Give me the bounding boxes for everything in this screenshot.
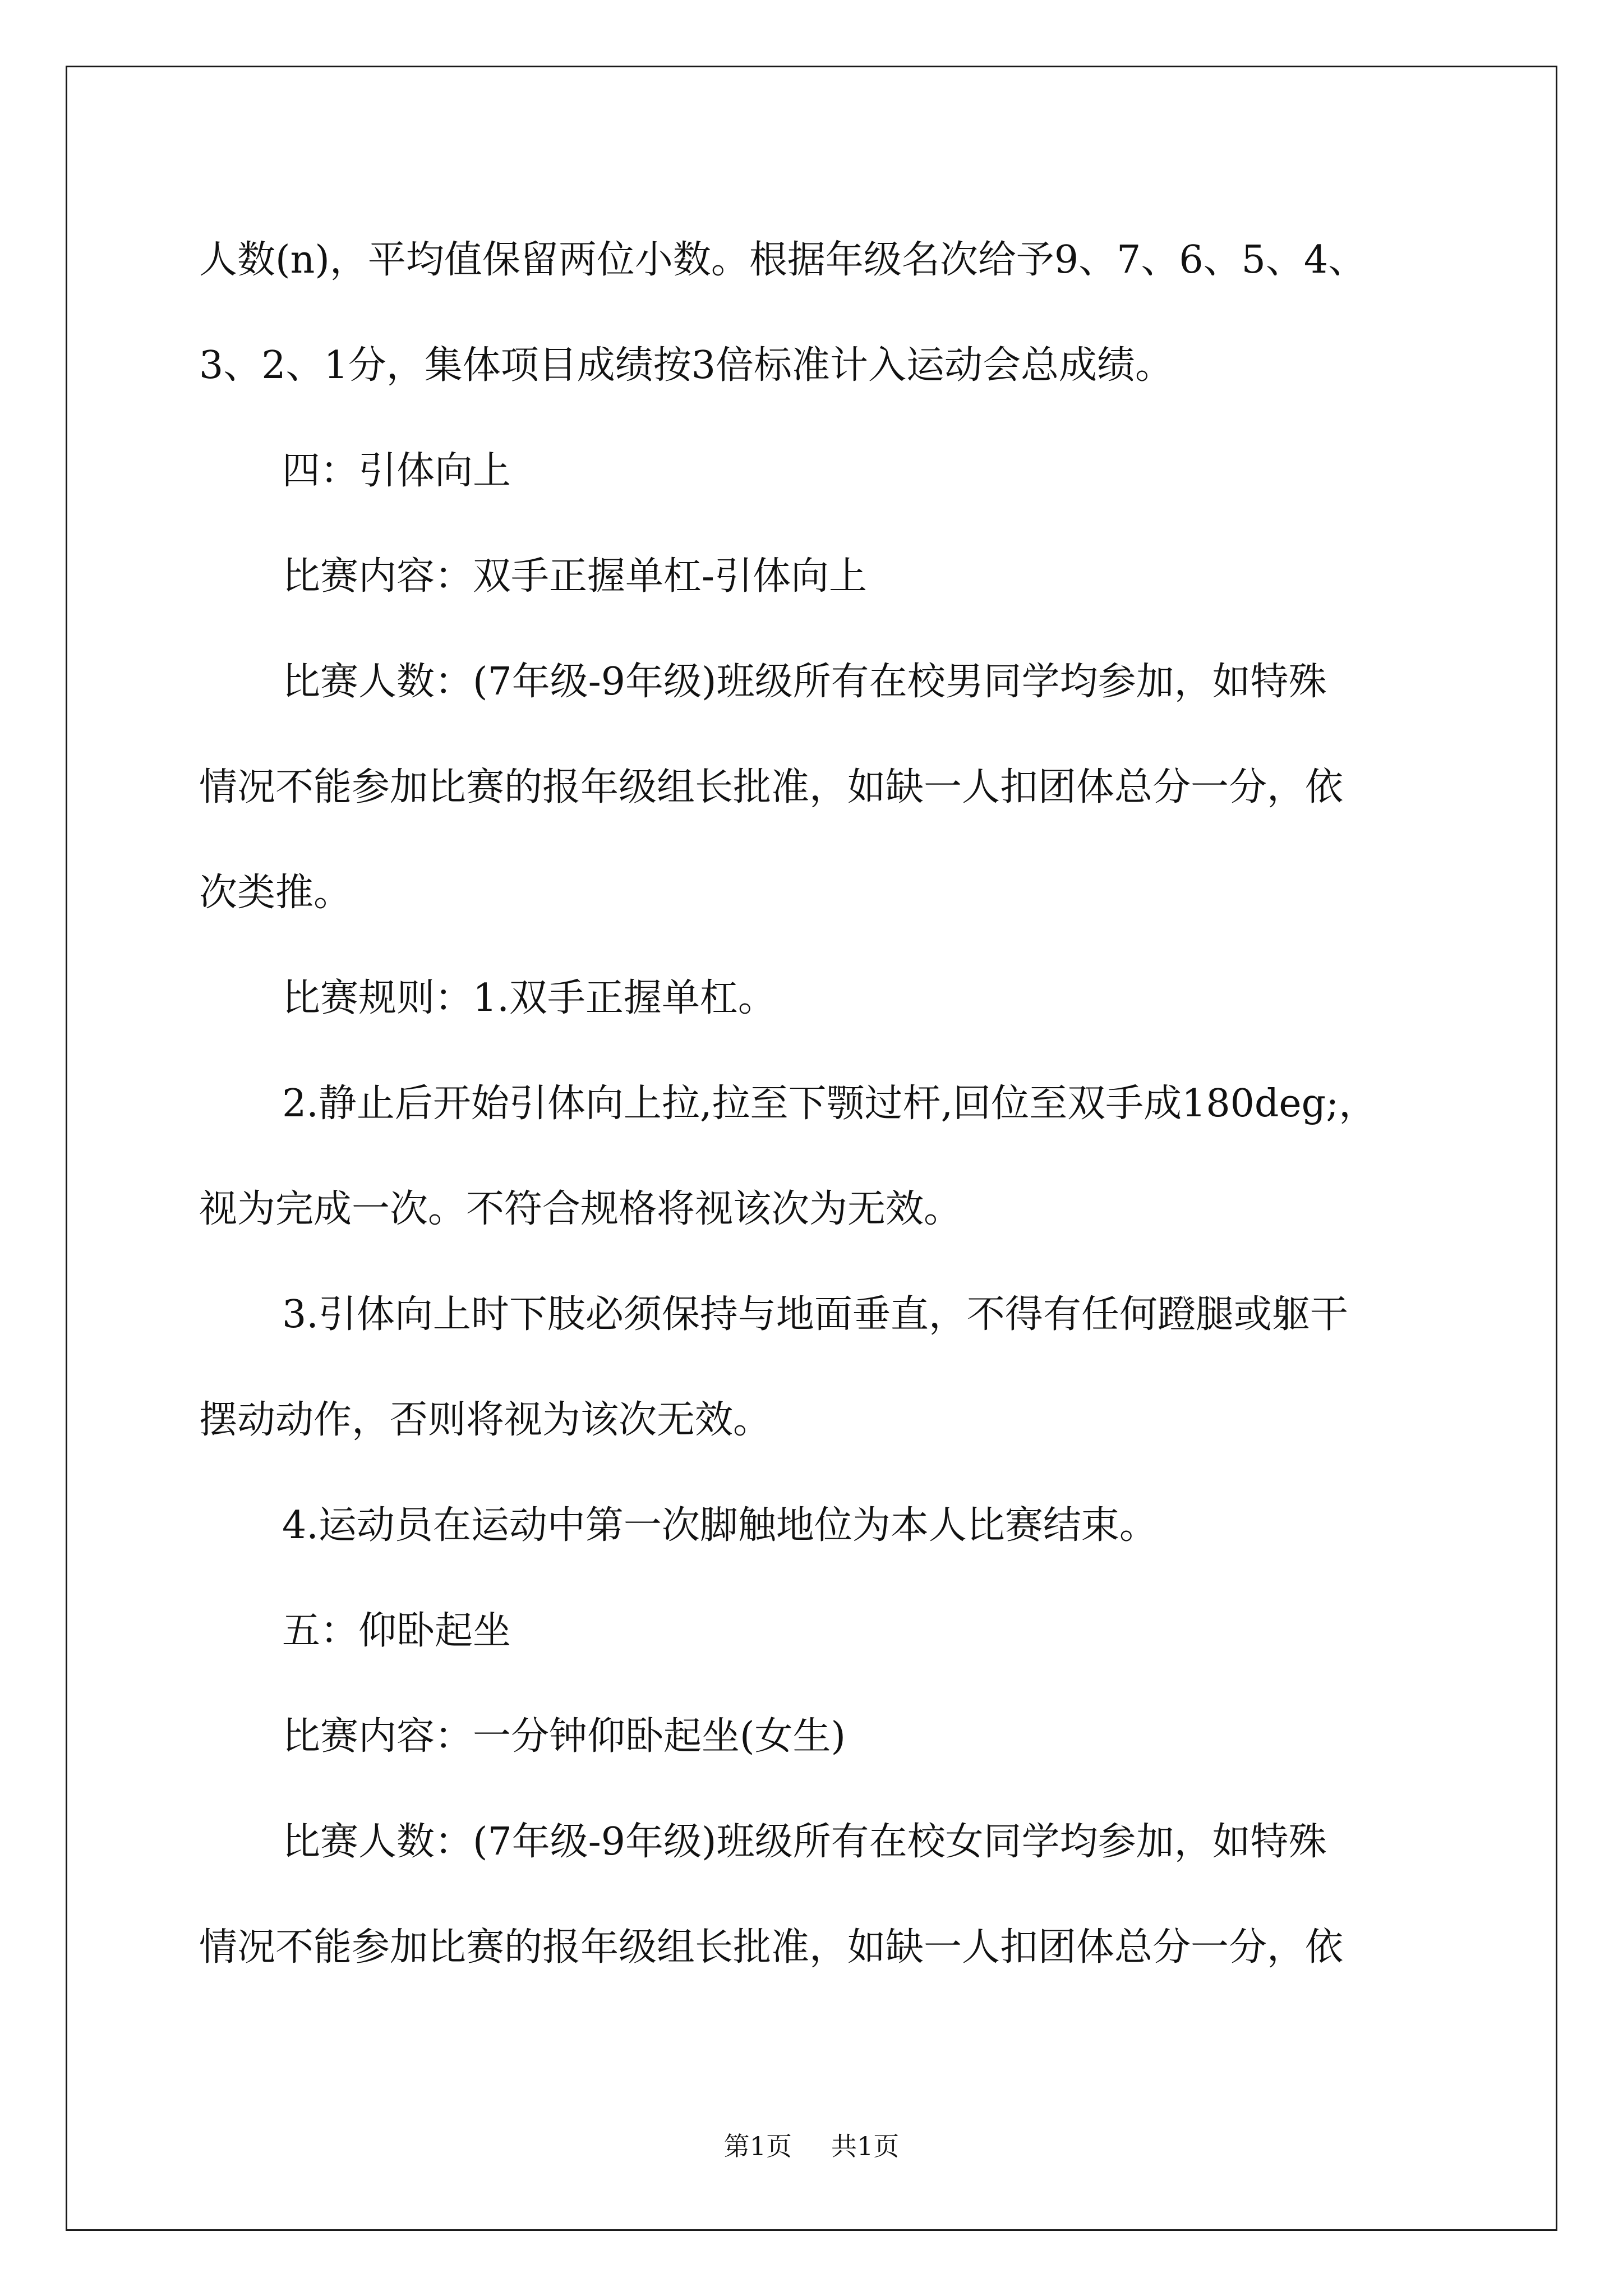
text-line: 情况不能参加比赛的报年级组长批准，如缺一人扣团体总分一分，依 bbox=[199, 765, 1344, 809]
section-heading: 五：仰卧起坐 bbox=[282, 1609, 511, 1653]
text-line: 3.引体向上时下肢必须保持与地面垂直，不得有任何蹬腿或躯干 bbox=[282, 1292, 1348, 1337]
text-line: 比赛内容：双手正握单杠-引体向上 bbox=[282, 554, 867, 599]
text-line: 次类推。 bbox=[199, 871, 352, 915]
text-line: 比赛内容：一分钟仰卧起坐(女生) bbox=[282, 1714, 846, 1759]
section-heading: 四：引体向上 bbox=[282, 449, 511, 493]
document-body bbox=[199, 208, 1427, 2000]
page-number: 第1页 bbox=[723, 2131, 792, 2161]
text-line: 情况不能参加比赛的报年级组长批准，如缺一人扣团体总分一分，依 bbox=[199, 1925, 1344, 1970]
text-line: 人数(n)，平均值保留两位小数。根据年级名次给予9、7、6、5、4、 bbox=[199, 238, 1367, 282]
text-line: 4.运动员在运动中第一次脚触地位为本人比赛结束。 bbox=[282, 1503, 1158, 1548]
text-line: 2.静止后开始引体向上拉,拉至下颚过杆,回位至双手成180deg;， bbox=[282, 1082, 1377, 1126]
text-line: 比赛人数：(7年级-9年级)班级所有在校男同学均参加，如特殊 bbox=[282, 660, 1327, 704]
page-footer bbox=[0, 2126, 1623, 2163]
text-line: 3、2、1分，集体项目成绩按3倍标准计入运动会总成绩。 bbox=[199, 343, 1174, 388]
text-line: 比赛规则：1.双手正握单杠。 bbox=[282, 976, 776, 1020]
page-total: 共1页 bbox=[831, 2131, 900, 2161]
text-line: 视为完成一次。不符合规格将视该次为无效。 bbox=[199, 1187, 962, 1231]
text-line: 摆动动作，否则将视为该次无效。 bbox=[199, 1398, 772, 1442]
text-line: 比赛人数：(7年级-9年级)班级所有在校女同学均参加，如特殊 bbox=[282, 1820, 1327, 1864]
